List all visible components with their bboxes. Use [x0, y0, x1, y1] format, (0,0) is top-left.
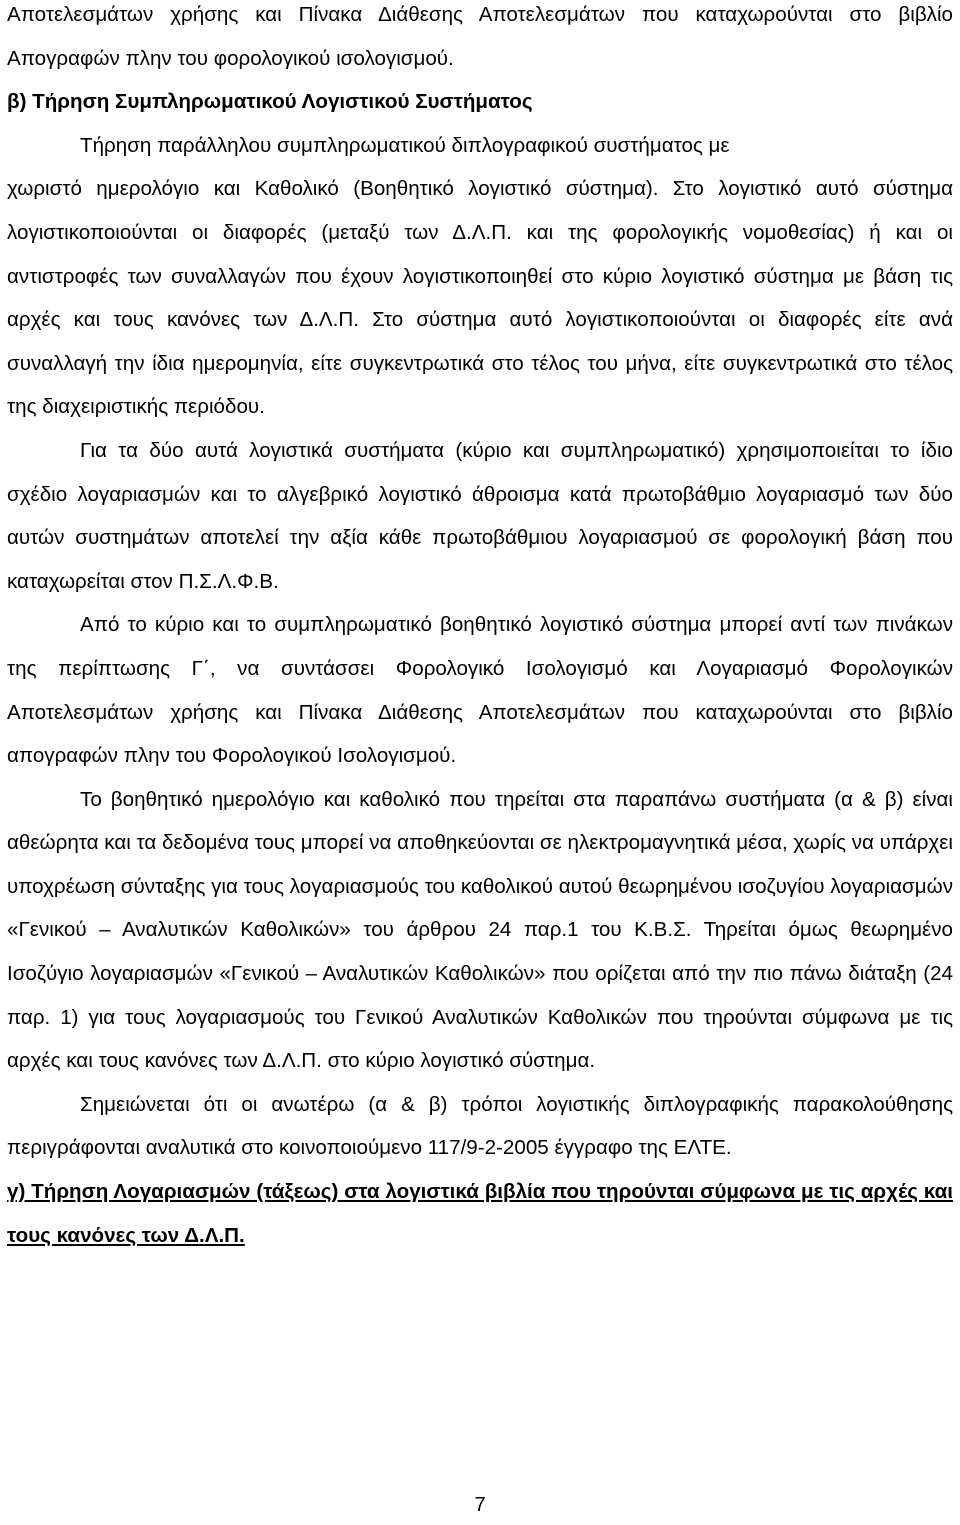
section-c-heading: γ) Τήρηση Λογαριασμών (τάξεως) στα λογιστικά βιβλία που τηρούνται σύμφωνα με τις αρχές και τους κανόνες των Δ.Λ.Π.: [7, 1180, 953, 1247]
paragraph-accounting-systems: Για τα δύο αυτά λογιστικά συστήματα (κύριο και συμπληρωματικό) χρησιμοποιείται το ίδιο σχέδιο λογαριασμών και το αλγεβρικό λογιστικό άθροισμα κατά πρωτοβάθμιο λογαριασμό των δύο αυτών συστημάτων αποτελεί την αξία κάθε πρωτοβάθμιου λογαριασμού σε φορολογική βάση που καταχωρείται στον Π.Σ.Λ.Φ.Β.: [7, 438, 953, 593]
paragraph-tax-balance-sheet: Από το κύριο και το συμπληρωματικό βοηθητικό λογιστικό σύστημα μπορεί αντί των πινάκων της περίπτωσης Γ΄, να συντάσσει Φορολογικό Ισολογισμό και Λογαριασμό Φορολογικών Αποτελεσμάτων χρήσης και Πίνακα Διάθεσης Αποτελεσμάτων που καταχωρούνται στο βιβλίο απογραφών πλην του Φορολογικού Ισολογισμού.: [7, 613, 953, 768]
paragraph-auxiliary-journal: Το βοηθητικό ημερολόγιο και καθολικό που τηρείται στα παραπάνω συστήματα (α & β) είναι αθεώρητα και τα δεδομένα τους μπορεί να αποθηκεύονται σε ηλεκτρομαγνητικά μέσα, χωρίς να υπάρχει υποχρέωση σύνταξης για τους λογαριασμούς του καθολικού αυτού θεωρημένου ισοζυγίου λογαριασμών «Γενικού – Αναλυτικών Καθολικών» του άρθρου 24 παρ.1 του Κ.Β.Σ. Τηρείται όμως θεωρημένο Ισοζύγιο λογαριασμών «Γενικού – Αναλυτικών Καθολικών» που ορίζεται από την πιο πάνω διάταξη (24 παρ. 1) για τους λογαριασμούς του Γενικού Αναλυτικών Καθολικών που τηρούνται σύμφωνα με τις αρχές και τους κανόνες των Δ.Λ.Π. στο κύριο λογιστικό σύστημα.: [7, 787, 953, 1073]
document-body: [7, 0, 953, 1257]
paragraph-note-elte: Σημειώνεται ότι οι ανωτέρω (α & β) τρόποι λογιστικής διπλογραφικής παρακολούθησης περιγράφονται αναλυτικά στο κοινοποιούμενο 117/9-2-2005 έγγραφο της ΕΛΤΕ.: [7, 1092, 953, 1160]
page-number: 7: [474, 1494, 486, 1516]
section-b-lead: Τήρηση παράλληλου συμπληρωματικού διπλογραφικού συστήματος με: [80, 133, 730, 157]
section-b-body: χωριστό ημερολόγιο και Καθολικό (Βοηθητικό λογιστικό σύστημα). Στο λογιστικό αυτό σύστημα λογιστικοποιούνται οι διαφορές (μεταξύ των Δ.Λ.Π. και της φορολογικής νομοθεσίας) ή και οι αντιστροφές των συναλλαγών που έχουν λογιστικοποιηθεί στο κύριο λογιστικό σύστημα με βάση τις αρχές και τους κανόνες των Δ.Λ.Π. Στο σύστημα αυτό λογιστικοποιούνται οι διαφορές είτε ανά συναλλαγή την ίδια ημερομηνία, είτε συγκεντρωτικά στο τέλος του μήνα, είτε συγκεντρωτικά στο τέλος της διαχειριστικής περιόδου.: [7, 177, 953, 419]
intro-paragraph-fragment: Αποτελεσμάτων χρήσης και Πίνακα Διάθεσης Αποτελεσμάτων που καταχωρούνται στο βιβλίο Απογραφών πλην του φορολογικού ισολογισμού.: [7, 3, 953, 70]
section-b-heading: β) Τήρηση Συμπληρωματικού Λογιστικού Συστήματος: [7, 90, 533, 114]
